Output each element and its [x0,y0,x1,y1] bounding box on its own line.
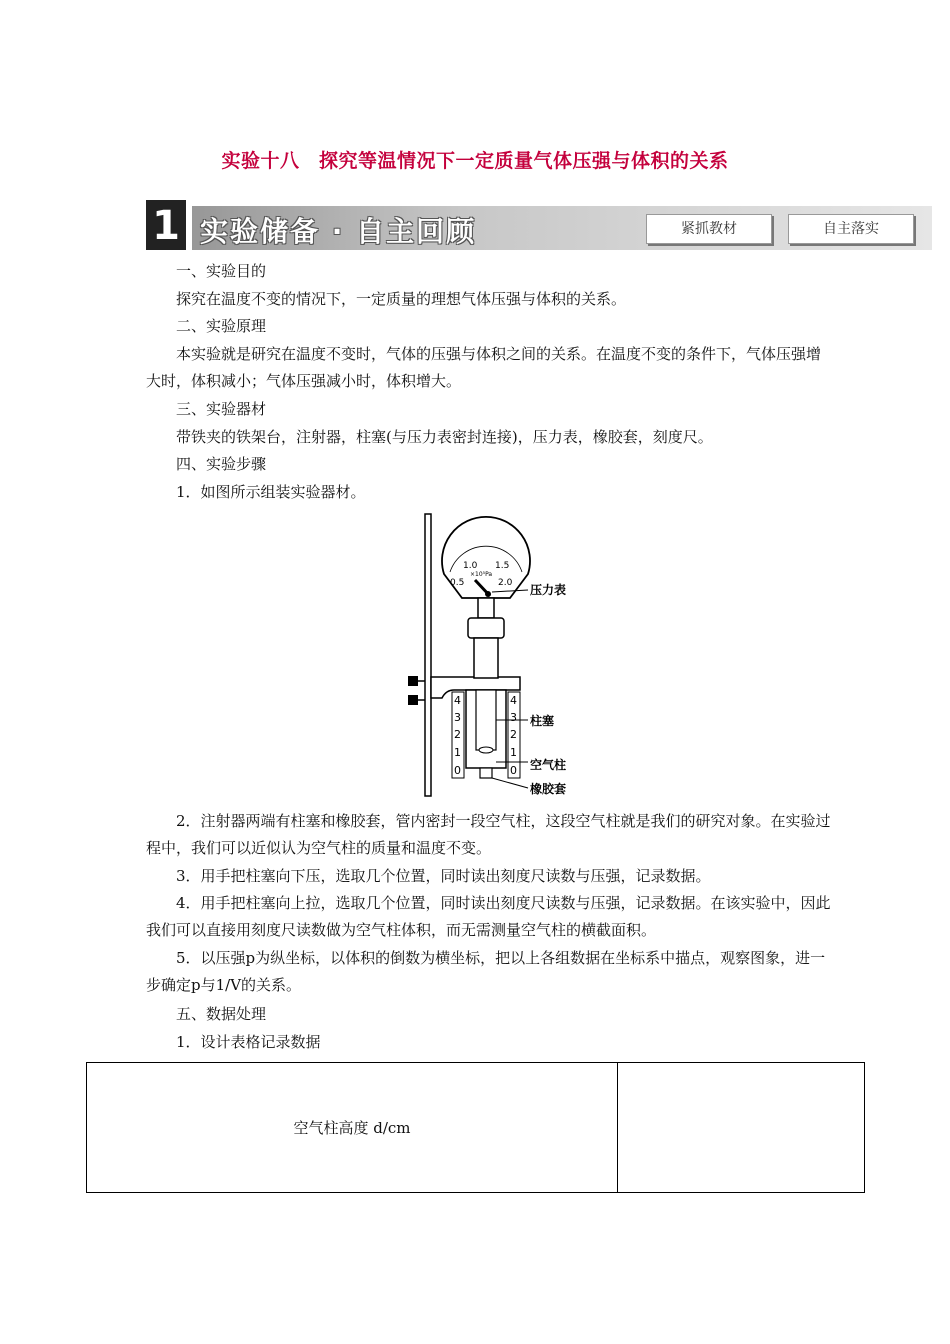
purpose-text: 探究在温度不变的情况下，一定质量的理想气体压强与体积的关系。 [176,290,627,308]
step-4: 4．用手把柱塞向上拉，选取几个位置，同时读出刻度尺读数与压强，记录数据。在该实验中，因此我们可以直接用刻度尺读数做为空气柱体积，而无需测量空气柱的横截面积。 [146,894,831,939]
data-table [86,1062,865,1193]
svg-text:3: 3 [510,711,517,724]
label-gauge: 压力表 [530,583,567,597]
equipment-heading: 三、实验器材 [176,400,267,418]
label-plunger: 柱塞 [530,714,555,728]
table-value-cell [618,1063,865,1193]
purpose-heading: 一、实验目的 [176,262,267,280]
table-row [87,1063,865,1193]
principle-text: 本实验就是研究在温度不变时，气体的压强与体积之间的关系。在温度不变的条件下，气体压强增大时，体积减小；气体压强减小时，体积增大。 [146,345,822,390]
data-subheading: 1．设计表格记录数据 [176,1033,321,1051]
gauge-tick-1.0: 1.0 [463,561,478,571]
clamp-knob-top [408,676,418,686]
apparatus-diagram [392,512,592,802]
steps-heading: 四、实验步骤 [176,455,267,473]
equipment-text: 带铁夹的铁架台，注射器，柱塞(与压力表密封连接)，压力表，橡胶套，刻度尺。 [176,428,713,446]
step-3: 3．用手把柱塞向下压，选取几个位置，同时读出刻度尺读数与压强，记录数据。 [176,867,711,885]
plunger [476,690,496,750]
svg-text:4: 4 [510,694,517,707]
clamp-knob-bottom [408,695,418,705]
data-heading: 五、数据处理 [176,1005,267,1023]
gauge-tick-0.5: 0.5 [450,578,465,588]
gauge-tick-1.5: 1.5 [495,561,510,571]
tag-self-practice: 自主落实 [788,214,914,244]
step-2: 2．注射器两端有柱塞和橡胶套，管内密封一段空气柱，这段空气柱就是我们的研究对象。在实验过程中，我们可以近似认为空气柱的质量和温度不变。 [146,812,831,857]
banner-number: 1 [146,200,192,250]
svg-text:0: 0 [454,764,461,777]
svg-text:2: 2 [454,728,461,741]
stand-rod [425,514,431,796]
page-title: 实验十八 探究等温情况下一定质量气体压强与体积的关系 [221,150,729,172]
tag-textbook: 紧抓教材 [646,214,772,244]
step-1: 1．如图所示组装实验器材。 [176,483,366,501]
svg-text:4: 4 [454,694,461,707]
principle-heading: 二、实验原理 [176,317,267,335]
svg-text:1: 1 [510,746,517,759]
rubber-cap [480,768,492,778]
banner-title: 实验储备 · 自主回顾 [200,215,477,248]
label-air-column: 空气柱 [530,758,567,772]
step-5: 5．以压强p为纵坐标，以体积的倒数为横坐标，把以上各组数据在坐标系中描点，观察图象，进一步确定p与1/V的关系。 [146,949,826,994]
table-header-cell: 空气柱高度 d/cm [87,1063,618,1193]
svg-text:2: 2 [510,728,517,741]
label-rubber-cap: 橡胶套 [530,782,567,796]
gauge-tick-2.0: 2.0 [498,578,513,588]
gauge-connector [468,618,504,638]
svg-text:1: 1 [454,746,461,759]
svg-text:0: 0 [510,764,517,777]
gauge-unit: ×10⁵Pa [470,571,493,578]
svg-text:3: 3 [454,711,461,724]
